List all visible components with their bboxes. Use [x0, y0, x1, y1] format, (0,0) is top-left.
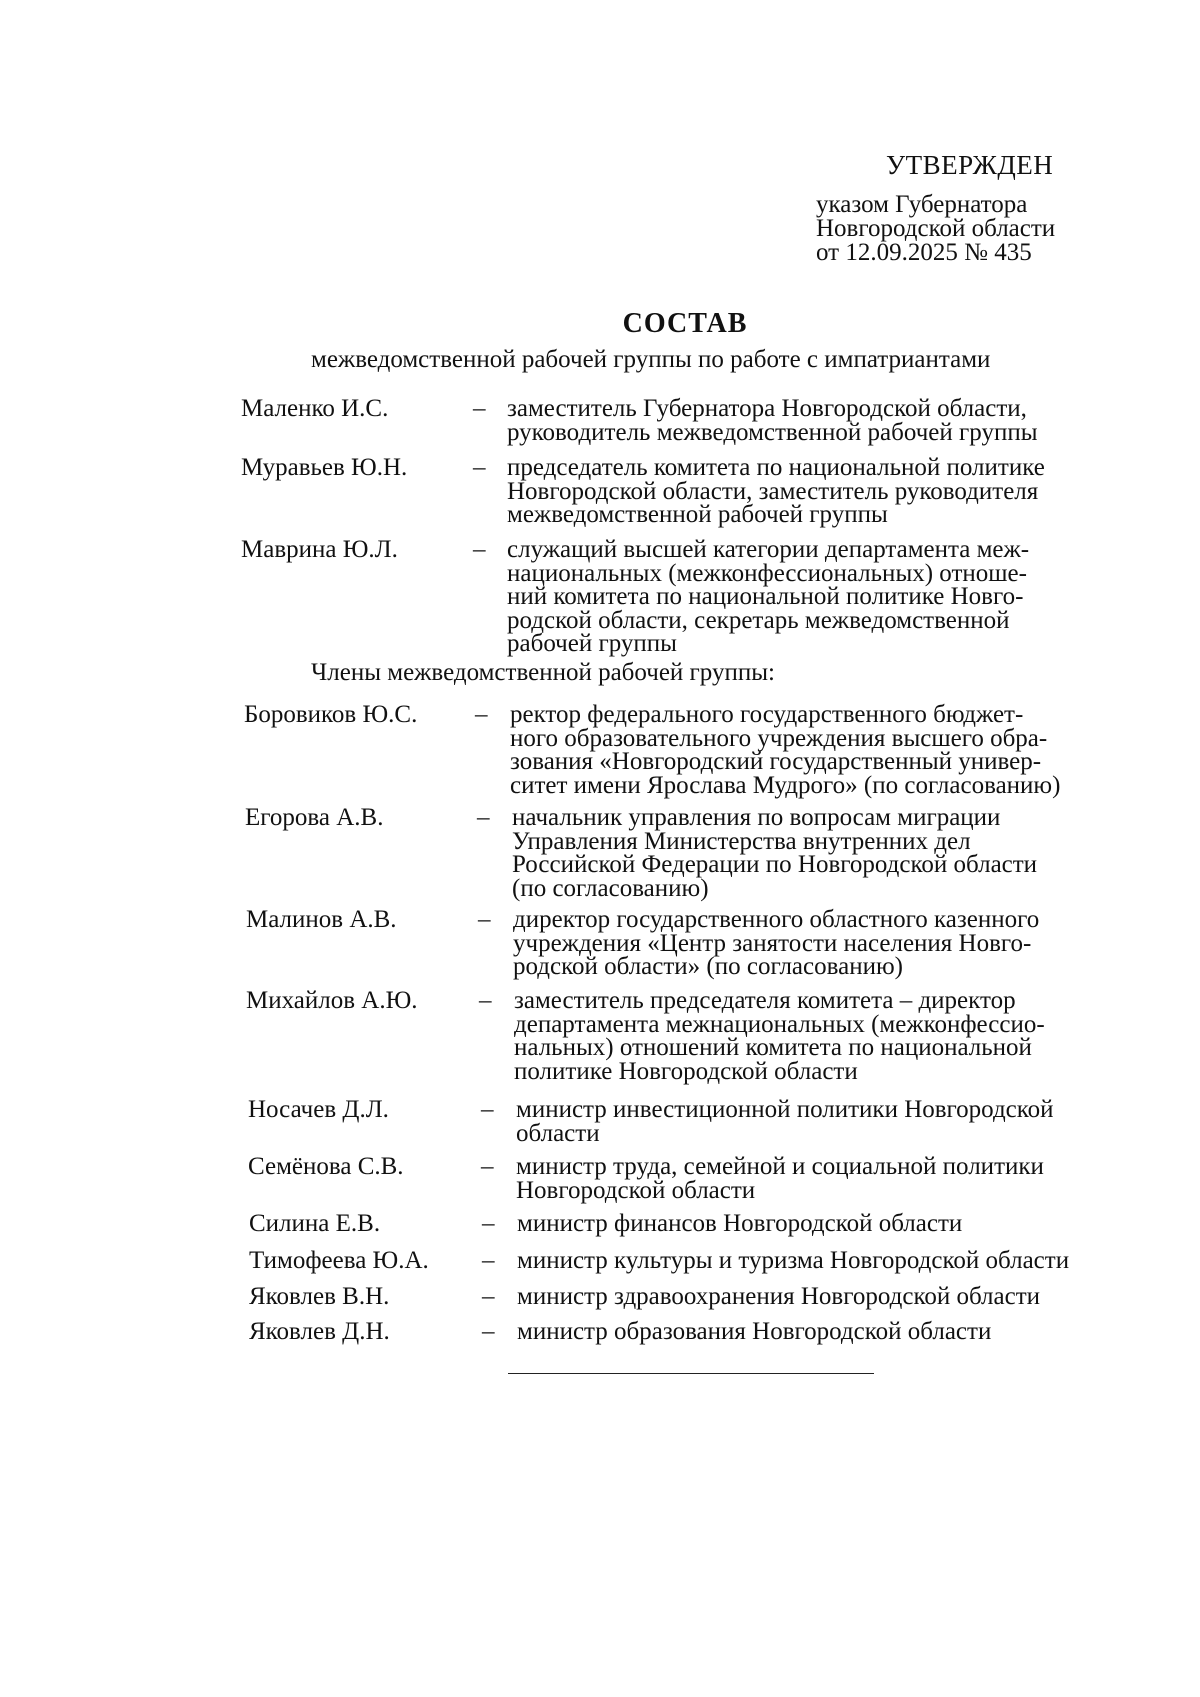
description-line: ситет имени Ярослава Мудрого» (по согласованию) — [510, 771, 1061, 799]
description-line: области — [516, 1119, 600, 1147]
description-line: руководитель межведомственной рабочей группы — [507, 418, 1038, 446]
approval-block — [816, 193, 1055, 265]
description-line: (по согласованию) — [512, 874, 709, 902]
dash-separator: – — [473, 454, 486, 481]
dash-separator: – — [475, 701, 488, 728]
description-line: зования «Новгородский государственный универ- — [510, 748, 1042, 775]
member-description — [513, 908, 1133, 979]
description-line: межведомственной рабочей группы — [507, 501, 888, 528]
dash-separator: – — [482, 1283, 495, 1310]
approval-line: от 12.09.2025 № 435 — [816, 239, 1032, 266]
member-description — [514, 989, 1134, 1083]
member-name: Яковлев Д.Н. — [249, 1318, 390, 1345]
description-line: рабочей группы — [507, 630, 677, 657]
description-line: Новгородской области — [516, 1176, 756, 1204]
dash-separator: – — [481, 1096, 494, 1123]
document-title: СОСТАВ — [622, 308, 748, 339]
member-description — [507, 538, 1127, 656]
description-line: министр образования Новгородской области — [517, 1318, 992, 1345]
member-description — [517, 1320, 1137, 1344]
member-description — [516, 1098, 1136, 1145]
description-line: Управления Министерства внутренних дел — [512, 827, 971, 855]
description-line: министр финансов Новгородской области — [517, 1210, 963, 1237]
member-name: Силина Е.В. — [249, 1210, 381, 1237]
member-name: Боровиков Ю.С. — [244, 701, 418, 728]
description-line: заместитель председателя комитета – директор — [514, 987, 1016, 1014]
dash-separator: – — [482, 1318, 495, 1345]
description-line: министр здравоохранения Новгородской области — [517, 1283, 1041, 1310]
description-line: ректор федерального государственного бюджет- — [510, 701, 1024, 728]
dash-separator: – — [481, 1153, 494, 1180]
member-name: Муравьев Ю.Н. — [241, 454, 408, 481]
approval-title: УТВЕРЖДЕН — [886, 150, 1054, 180]
member-description — [517, 1212, 1137, 1236]
member-name: Маленко И.С. — [241, 395, 389, 422]
description-line: родской области» (по согласованию) — [513, 953, 903, 980]
description-line: министр инвестиционной политики Новгородской — [516, 1096, 1054, 1123]
description-line: Российской Федерации по Новгородской области — [512, 851, 1038, 878]
member-name: Семёнова С.В. — [248, 1153, 404, 1180]
description-line: учреждения «Центр занятости населения Новго- — [513, 929, 1032, 957]
dash-separator: – — [473, 536, 486, 563]
description-line: Новгородской области, заместитель руководителя — [507, 477, 1039, 505]
member-name: Маврина Ю.Л. — [241, 536, 398, 563]
approval-line: указом Губернатора — [816, 191, 1028, 218]
description-line: ного образовательного учреждения высшего обра- — [510, 724, 1048, 752]
member-name: Тимофеева Ю.А. — [249, 1247, 429, 1274]
approval-line: Новгородской области — [816, 215, 1056, 242]
description-line: министр труда, семейной и социальной политики — [516, 1153, 1044, 1180]
member-description — [507, 456, 1127, 527]
dash-separator: – — [473, 395, 486, 422]
description-line: директор государственного областного казенного — [513, 906, 1040, 933]
member-description — [517, 1285, 1137, 1309]
members-heading: Члены межведомственной рабочей группы: — [311, 659, 775, 686]
member-name: Яковлев В.Н. — [249, 1283, 390, 1310]
dash-separator: – — [477, 804, 490, 831]
member-name: Носачев Д.Л. — [248, 1096, 389, 1123]
closing-rule — [508, 1373, 874, 1374]
dash-separator: – — [482, 1247, 495, 1274]
member-description — [517, 1249, 1137, 1273]
dash-separator: – — [478, 906, 491, 933]
description-line: председатель комитета по национальной политике — [507, 454, 1045, 481]
description-line: нальных) отношений комитета по национальной — [514, 1034, 1032, 1061]
description-line: национальных (межконфессиональных) отноше- — [507, 559, 1027, 587]
description-line: заместитель Губернатора Новгородской области, — [507, 395, 1027, 422]
description-line: департамента межнациональных (межконфессио- — [514, 1010, 1045, 1038]
dash-separator: – — [482, 1210, 495, 1237]
dash-separator: – — [479, 987, 492, 1014]
description-line: родской области, секретарь межведомственной — [507, 606, 1010, 634]
description-line: политике Новгородской области — [514, 1057, 858, 1085]
description-line: служащий высшей категории департамента меж- — [507, 536, 1030, 563]
member-description — [507, 397, 1127, 444]
member-name: Михайлов А.Ю. — [246, 987, 418, 1014]
member-description — [510, 703, 1130, 797]
member-name: Малинов А.В. — [246, 906, 397, 933]
description-line: начальник управления по вопросам миграции — [512, 804, 1001, 831]
member-description — [516, 1155, 1136, 1202]
document-subtitle: межведомственной рабочей группы по работе с импатриантами — [311, 346, 991, 373]
member-name: Егорова А.В. — [245, 804, 384, 831]
description-line: министр культуры и туризма Новгородской области — [517, 1247, 1070, 1274]
description-line: ний комитета по национальной политике Новго- — [507, 583, 1024, 610]
member-description — [512, 806, 1132, 900]
